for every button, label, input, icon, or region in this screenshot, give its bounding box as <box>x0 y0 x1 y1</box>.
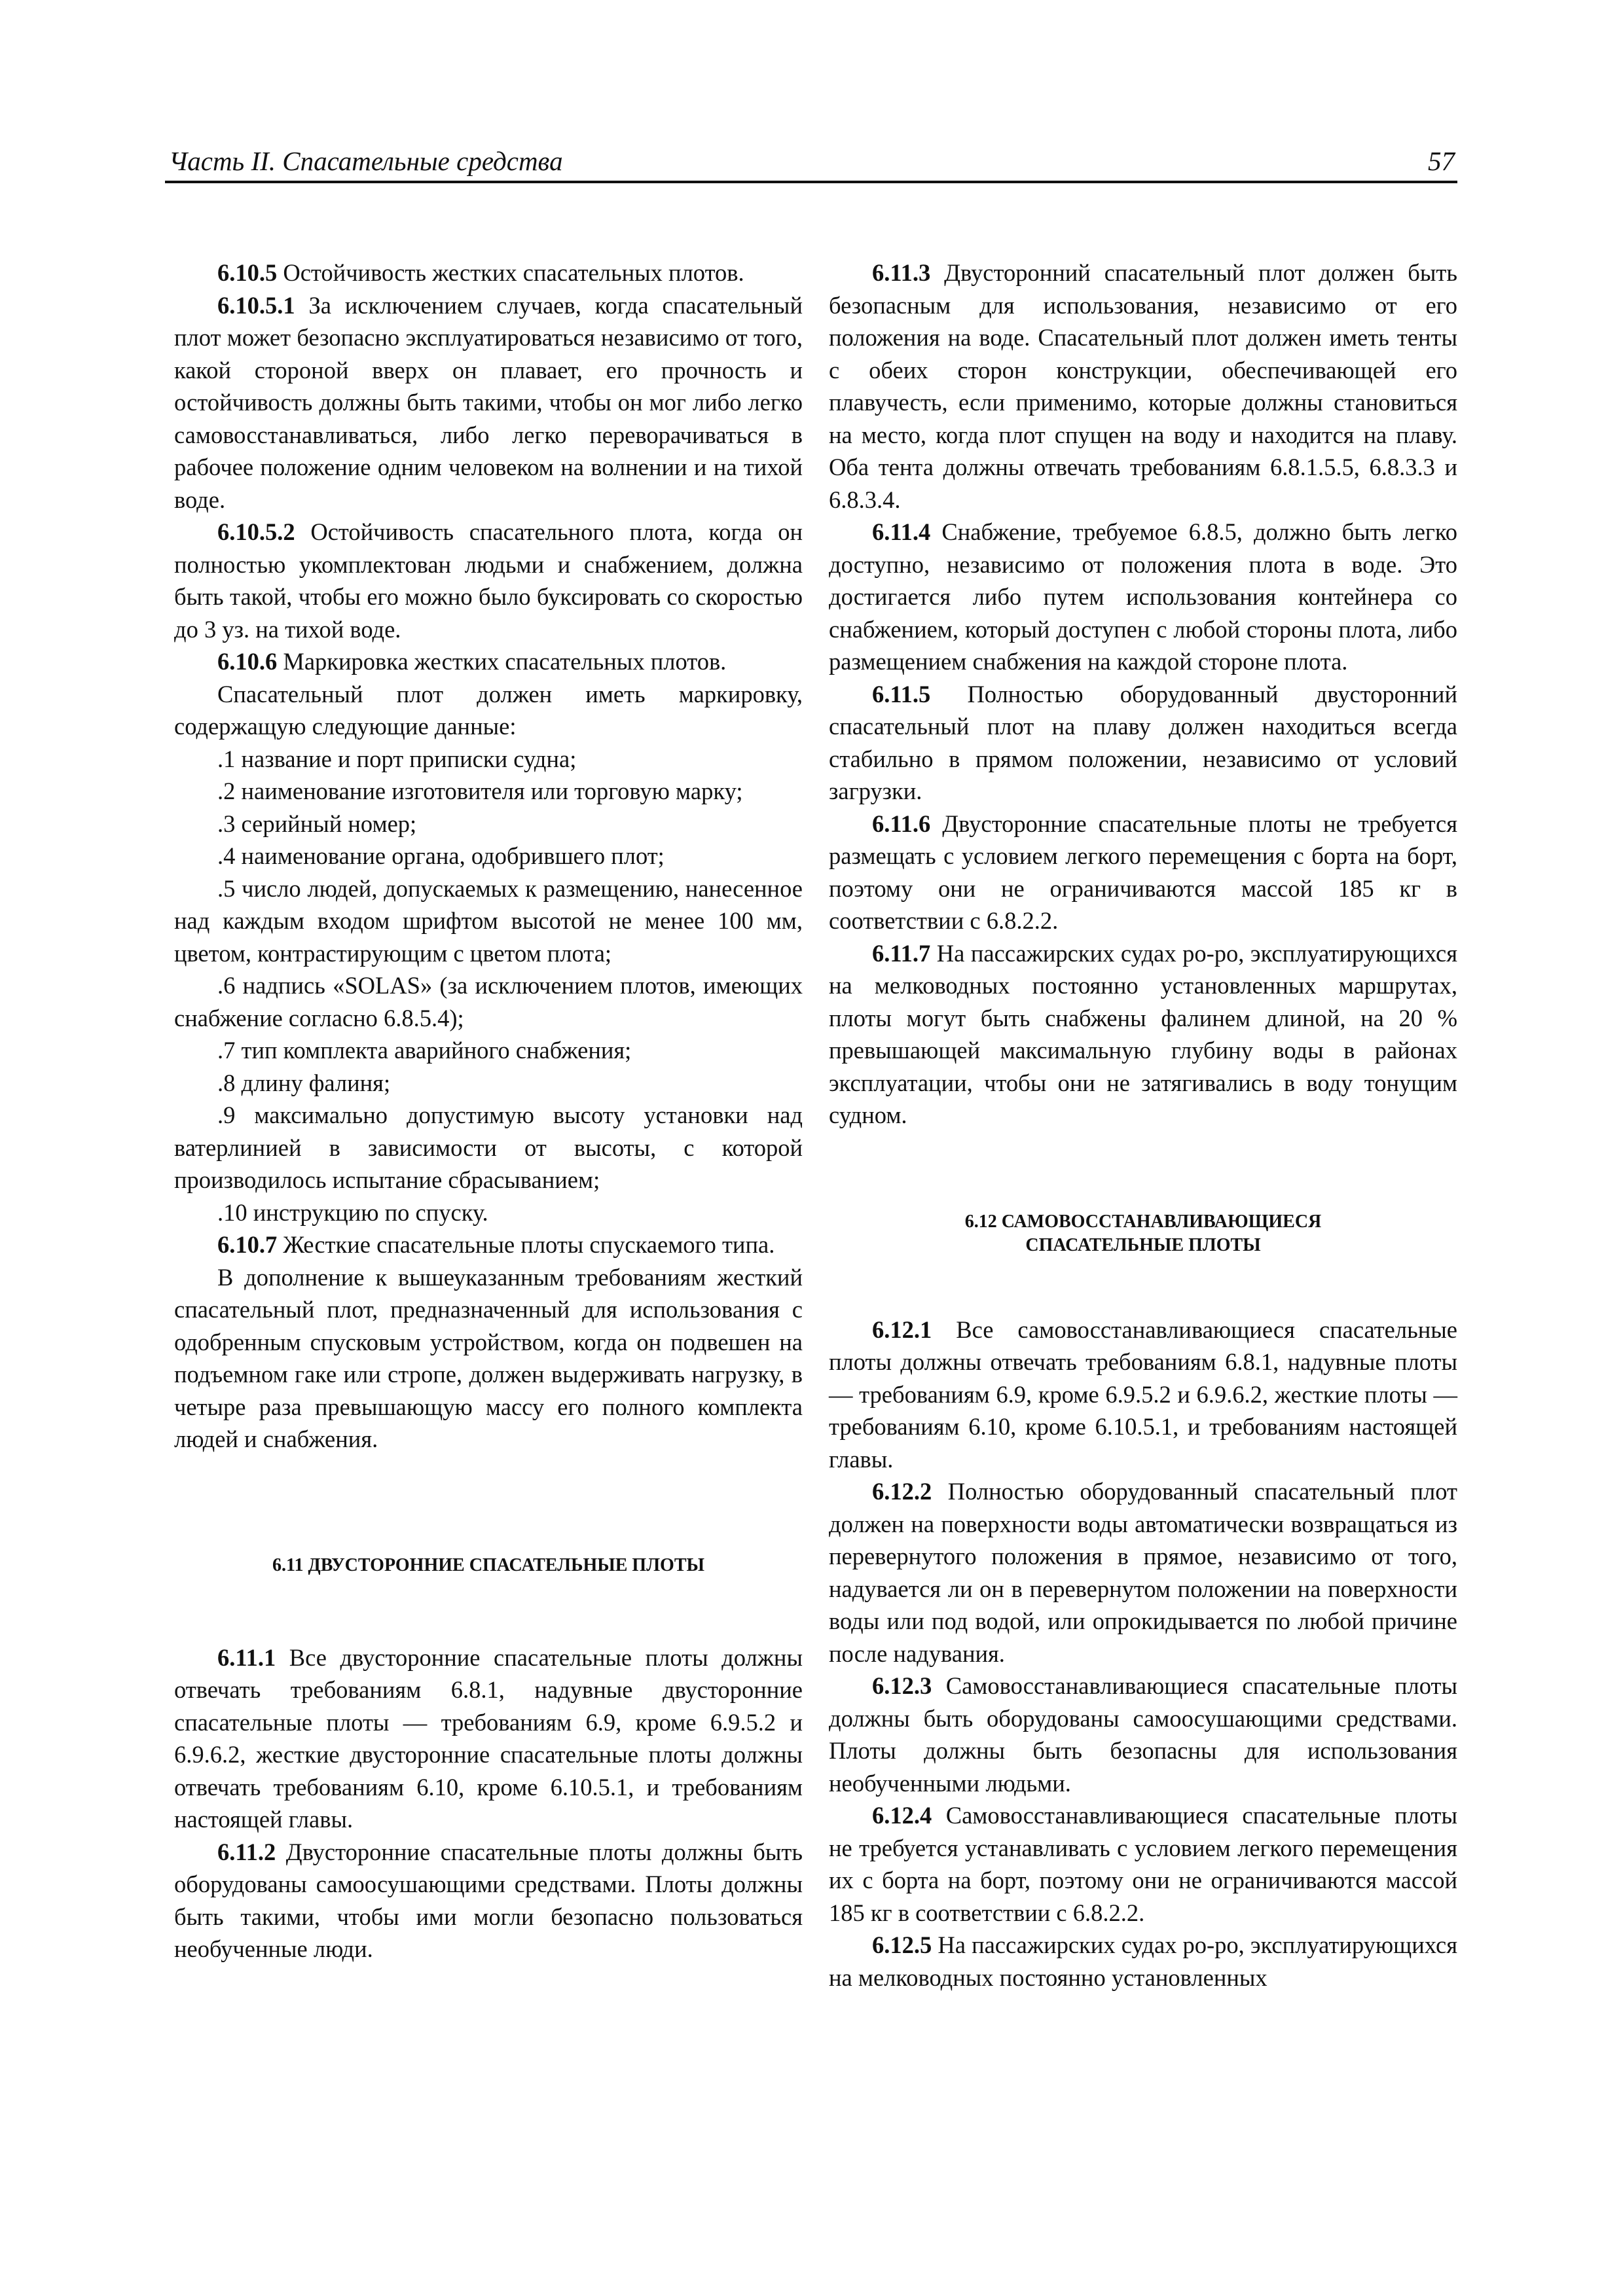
clause-number: 6.10.5 <box>217 259 278 286</box>
clause-text: Остойчивость спасательного плота, когда он полностью укомплектован людьми и снабжением, должна быть такой, чтобы его можно было буксировать со скоростью до 3 уз. на тихой воде. <box>174 518 803 643</box>
clause-number: 6.10.5.1 <box>217 291 295 319</box>
list-item: .7 тип комплекта аварийного снабжения; <box>217 1037 632 1064</box>
paragraph-6-10-6 <box>174 645 803 678</box>
paragraph-6-11-3 <box>829 257 1457 516</box>
clause-number: 6.12.4 <box>872 1802 932 1829</box>
clause-number: 6.11.4 <box>872 518 931 545</box>
clause-number: 6.10.5.2 <box>217 518 295 545</box>
list-item: .10 инструкцию по спуску. <box>217 1198 488 1226</box>
clause-text: На пассажирских судах ро-ро, эксплуатирующихся на мелководных постоянно установленных <box>829 1931 1457 1991</box>
list-item: .1 название и порт приписки судна; <box>217 745 577 772</box>
clause-text: Остойчивость жестких спасательных плотов. <box>277 259 744 286</box>
paragraph-6-10-5-2 <box>174 516 803 645</box>
paragraph-6-11-5 <box>829 678 1457 808</box>
clause-number: 6.11.7 <box>872 939 931 967</box>
paragraph-6-11-4 <box>829 516 1457 678</box>
clause-text: Все двусторонние спасательные плоты должны отвечать требованиям 6.8.1, надувные двусторонние спасательные плоты — требованиям 6.9, кроме 6.9.5.2 и 6.9.6.2, жесткие двусторонние спасательные плоты должны отвечать требованиям 6.10, кроме 6.10.5.1, и требованиям настоящей главы. <box>174 1643 803 1833</box>
clause-text: Жесткие спасательные плоты спускаемого типа. <box>277 1231 775 1258</box>
paragraph-6-12-1 <box>829 1314 1457 1476</box>
clause-number: 6.12.5 <box>872 1931 932 1958</box>
paragraph-6-10-5-1 <box>174 289 803 516</box>
section-heading-line: СПАСАТЕЛЬНЫЕ ПЛОТЫ <box>1025 1234 1261 1255</box>
section-heading-6-12 <box>829 1210 1457 1257</box>
clause-number: 6.11.6 <box>872 810 931 837</box>
clause-number: 6.11.1 <box>217 1643 276 1671</box>
right-column <box>829 257 1457 1994</box>
clause-number: 6.11.3 <box>872 259 931 286</box>
paragraph-6-11-6 <box>829 808 1457 937</box>
clause-number: 6.11.2 <box>217 1838 276 1865</box>
section-heading-line: 6.12 САМОВОССТАНАВЛИВАЮЩИЕСЯ <box>964 1211 1322 1232</box>
paragraph-6-11-1 <box>174 1641 803 1836</box>
paragraph-6-10-5 <box>174 257 803 289</box>
clause-text: Двусторонний спасательный плот должен быть безопасным для использования, независимо от его положения на воде. Спасательный плот должен иметь тенты с обеих сторон конструкции, обеспечивающей его плавучесть, если применимо, которые должны становиться на место, когда плот спущен на воду и находится на плаву. Оба тента должны отвечать требованиям 6.8.1.5.5, 6.8.3.3 и 6.8.3.4. <box>829 259 1457 513</box>
list-item: .4 наименование органа, одобрившего плот; <box>217 842 665 869</box>
clause-number: 6.10.6 <box>217 648 278 675</box>
left-column <box>174 257 803 1965</box>
paragraph-6-12-5 <box>829 1929 1457 1994</box>
paragraph-6-12-4 <box>829 1799 1457 1929</box>
clause-text: Двусторонние спасательные плоты не требуется размещать с условием легкого перемещения с борта на борт, поэтому они не ограничиваются массой 185 кг в соответствии с 6.8.2.2. <box>829 810 1457 934</box>
list-item: .6 надпись «SOLAS» (за исключением плотов, имеющих снабжение согласно 6.8.5.4); <box>174 972 803 1031</box>
clause-number: 6.11.5 <box>872 680 931 708</box>
paragraph-6-10-7 <box>174 1229 803 1261</box>
paragraph-6-12-3 <box>829 1670 1457 1799</box>
page-header <box>165 140 1457 183</box>
clause-number: 6.12.2 <box>872 1478 932 1505</box>
clause-text: Самовосстанавливающиеся спасательные плоты не требуется устанавливать с условием легкого перемещения их с борта на борт, поэтому они не ограничиваются массой 185 кг в соответствии с 6.8.2.2. <box>829 1802 1457 1926</box>
running-title: Часть II. Спасательные средства <box>169 146 563 176</box>
paragraph-6-12-2 <box>829 1475 1457 1670</box>
clause-text: Все самовосстанавливающиеся спасательные плоты должны отвечать требованиям 6.8.1, надувные плоты — требованиям 6.9, кроме 6.9.5.2 и 6.9.6.2, жесткие плоты — требованиям 6.10, кроме 6.10.5.1, и требованиям настоящей главы. <box>829 1316 1457 1473</box>
list-item: .2 наименование изготовителя или торговую марку; <box>217 778 743 804</box>
paragraph-marking-intro: Спасательный плот должен иметь маркировку, содержащую следующие данные: <box>174 680 803 740</box>
paragraph-6-11-2 <box>174 1836 803 1965</box>
list-item: .9 максимально допустимую высоту установки над ватерлинией в зависимости от высоты, с которой производилось испытание сбрасыванием; <box>174 1102 803 1193</box>
clause-number: 6.12.1 <box>872 1316 932 1343</box>
page-number: 57 <box>1428 146 1455 176</box>
paragraph-6-11-7 <box>829 937 1457 1132</box>
list-item: .5 число людей, допускаемых к размещению, нанесенное над каждым входом шрифтом высотой не менее 100 мм, цветом, контрастирующим с цветом плота; <box>174 874 803 967</box>
clause-text: Самовосстанавливающиеся спасательные плоты должны быть оборудованы самоосушающими средствами. Плоты должны быть безопасны для использования необученными людьми. <box>829 1672 1457 1797</box>
clause-text: Полностью оборудованный двусторонний спасательный плот на плаву должен находиться всегда стабильно в прямом положении, независимо от условий загрузки. <box>829 680 1457 804</box>
clause-text: На пассажирских судах ро-ро, эксплуатирующихся на мелководных постоянно установленных маршрутах, плоты могут быть снабжены фалинем длиной, на 20 % превышающей максимальную глубину воды в районах эксплуатации, чтобы они не затягивались в воду тонущим судном. <box>829 939 1457 1128</box>
clause-text: Снабжение, требуемое 6.8.5, должно быть легко доступно, независимо от положения плота в воде. Это достигается либо путем использования контейнера со снабжением, который доступен с любой стороны плота, либо размещением снабжения на каждой стороне плота. <box>829 518 1457 675</box>
clause-number: 6.12.3 <box>872 1672 932 1699</box>
clause-number: 6.10.7 <box>217 1231 278 1258</box>
list-item: .8 длину фалиня; <box>217 1069 391 1096</box>
clause-text: Полностью оборудованный спасательный плот должен на поверхности воды автоматически возвращаться из перевернутого положения в прямое, независимо от того, надувается ли он в перевернутом положении на поверхности воды или под водой, или опрокидывается по любой причине после надувания. <box>829 1478 1457 1667</box>
clause-text: За исключением случаев, когда спасательный плот может безопасно эксплуатироваться независимо от того, какой стороной вверх он плавает, его прочность и остойчивость должны быть такими, чтобы он мог либо легко самовосстанавливаться, либо легко переворачиваться в рабочее положение одним человеком на волнении и на тихой воде. <box>174 291 803 513</box>
paragraph-launching-requirements: В дополнение к вышеуказанным требованиям жесткий спасательный плот, предназначенный для использования с одобренным спусковым устройством, когда он подвешен на подъемном гаке или стропе, должен выдерживать нагрузку, в четыре раза превышающую массу его полного комплекта людей и снабжения. <box>174 1263 803 1452</box>
clause-text: Маркировка жестких спасательных плотов. <box>277 648 727 675</box>
clause-text: Двусторонние спасательные плоты должны быть оборудованы самоосушающими средствами. Плоты должны быть такими, чтобы ими могли безопасно пользоваться необученные люди. <box>174 1838 803 1962</box>
section-heading-6-11: 6.11 ДВУСТОРОННИЕ СПАСАТЕЛЬНЫЕ ПЛОТЫ <box>272 1554 705 1575</box>
list-item: .3 серийный номер; <box>217 810 417 837</box>
